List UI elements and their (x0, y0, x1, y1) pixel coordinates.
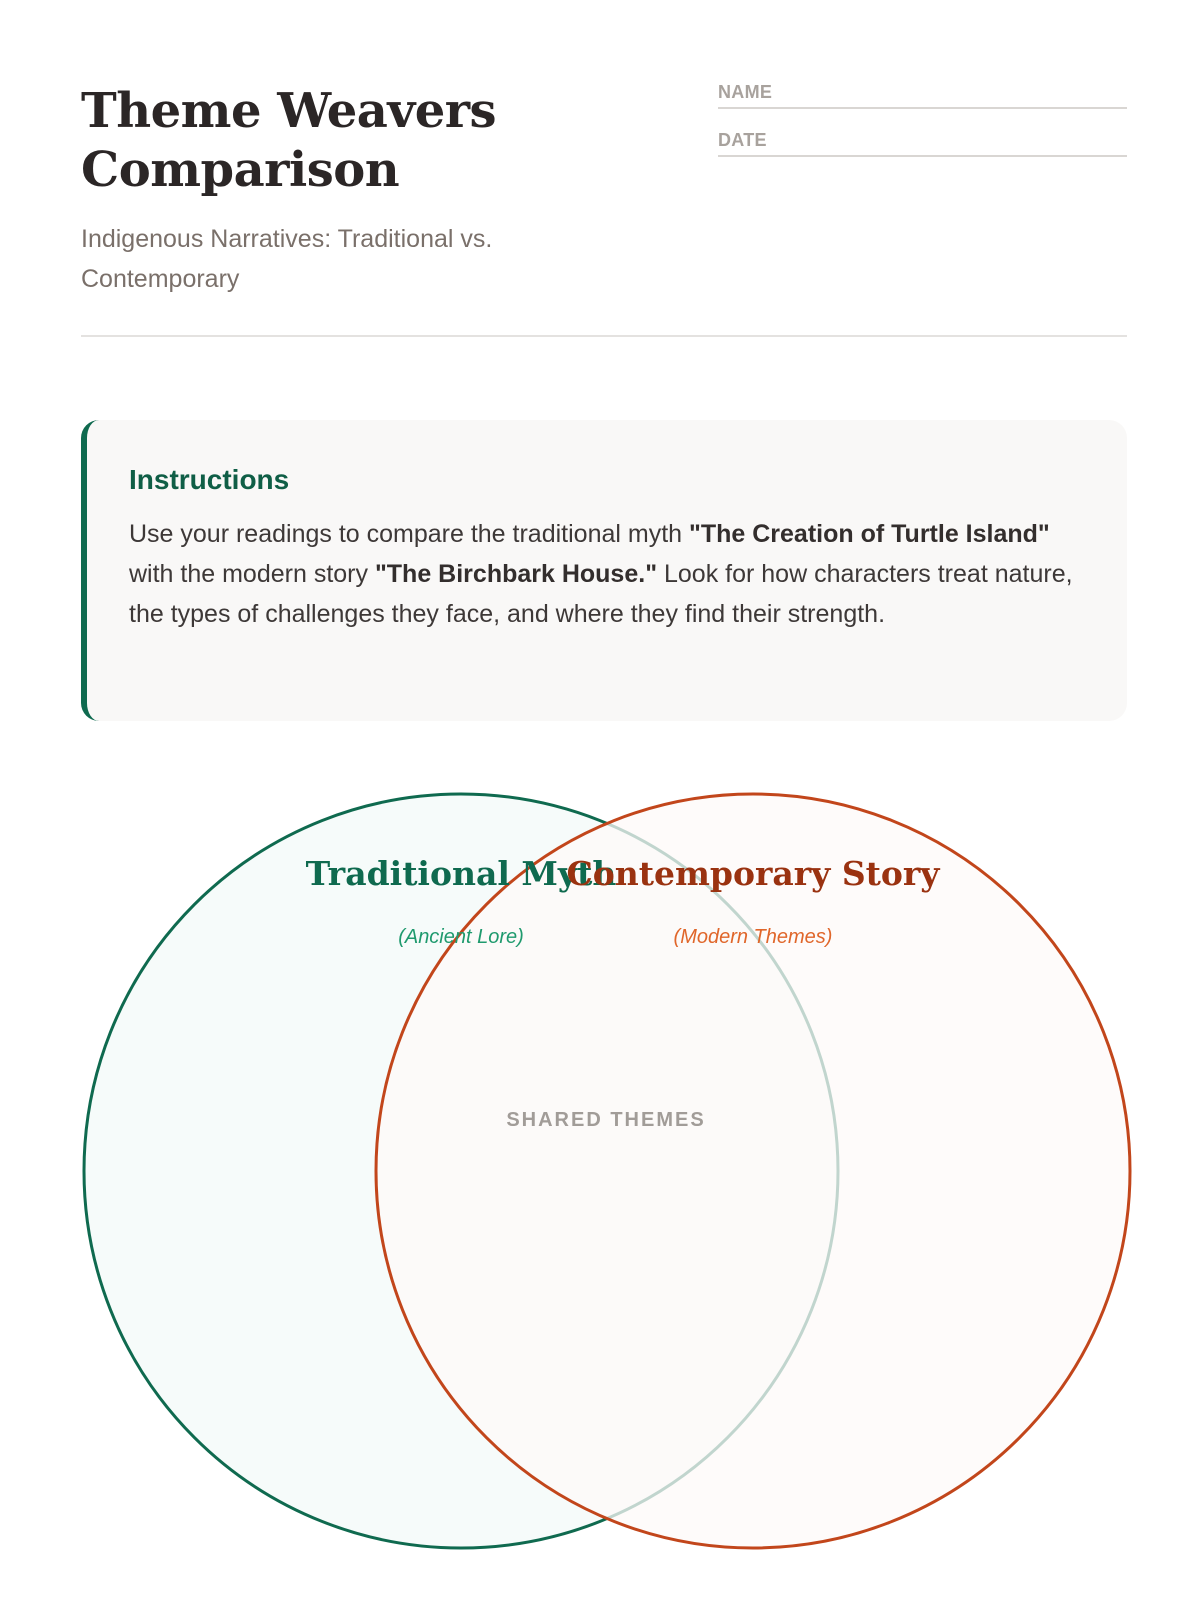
instructions-text-3: Look for how characters treat nature, the types of challenges they face, and where they find their strength. (129, 560, 1073, 628)
name-field[interactable]: NAME (718, 80, 1127, 109)
page-subtitle: Indigenous Narratives: Traditional vs. Contemporary (81, 225, 493, 293)
instructions-heading: Instructions (129, 464, 290, 495)
story-title: "The Birchbark House." (374, 560, 658, 588)
shared-themes-label: SHARED THEMES (506, 1109, 706, 1131)
date-field[interactable]: DATE (718, 128, 1127, 157)
page-title: Theme Weavers Comparison (81, 83, 497, 198)
left-circle-title: Traditional Myth (305, 854, 617, 893)
instructions-text-1: Use your readings to compare the traditional myth (129, 520, 689, 548)
right-circle-title: Contemporary Story (566, 854, 940, 893)
myth-title: "The Creation of Turtle Island" (689, 520, 1050, 548)
instructions-text-2: with the modern story (129, 560, 375, 588)
left-circle-subtitle: (Ancient Lore) (398, 926, 524, 948)
right-circle-subtitle: (Modern Themes) (673, 926, 833, 948)
right-circle-contemporary[interactable] (376, 794, 1130, 1548)
